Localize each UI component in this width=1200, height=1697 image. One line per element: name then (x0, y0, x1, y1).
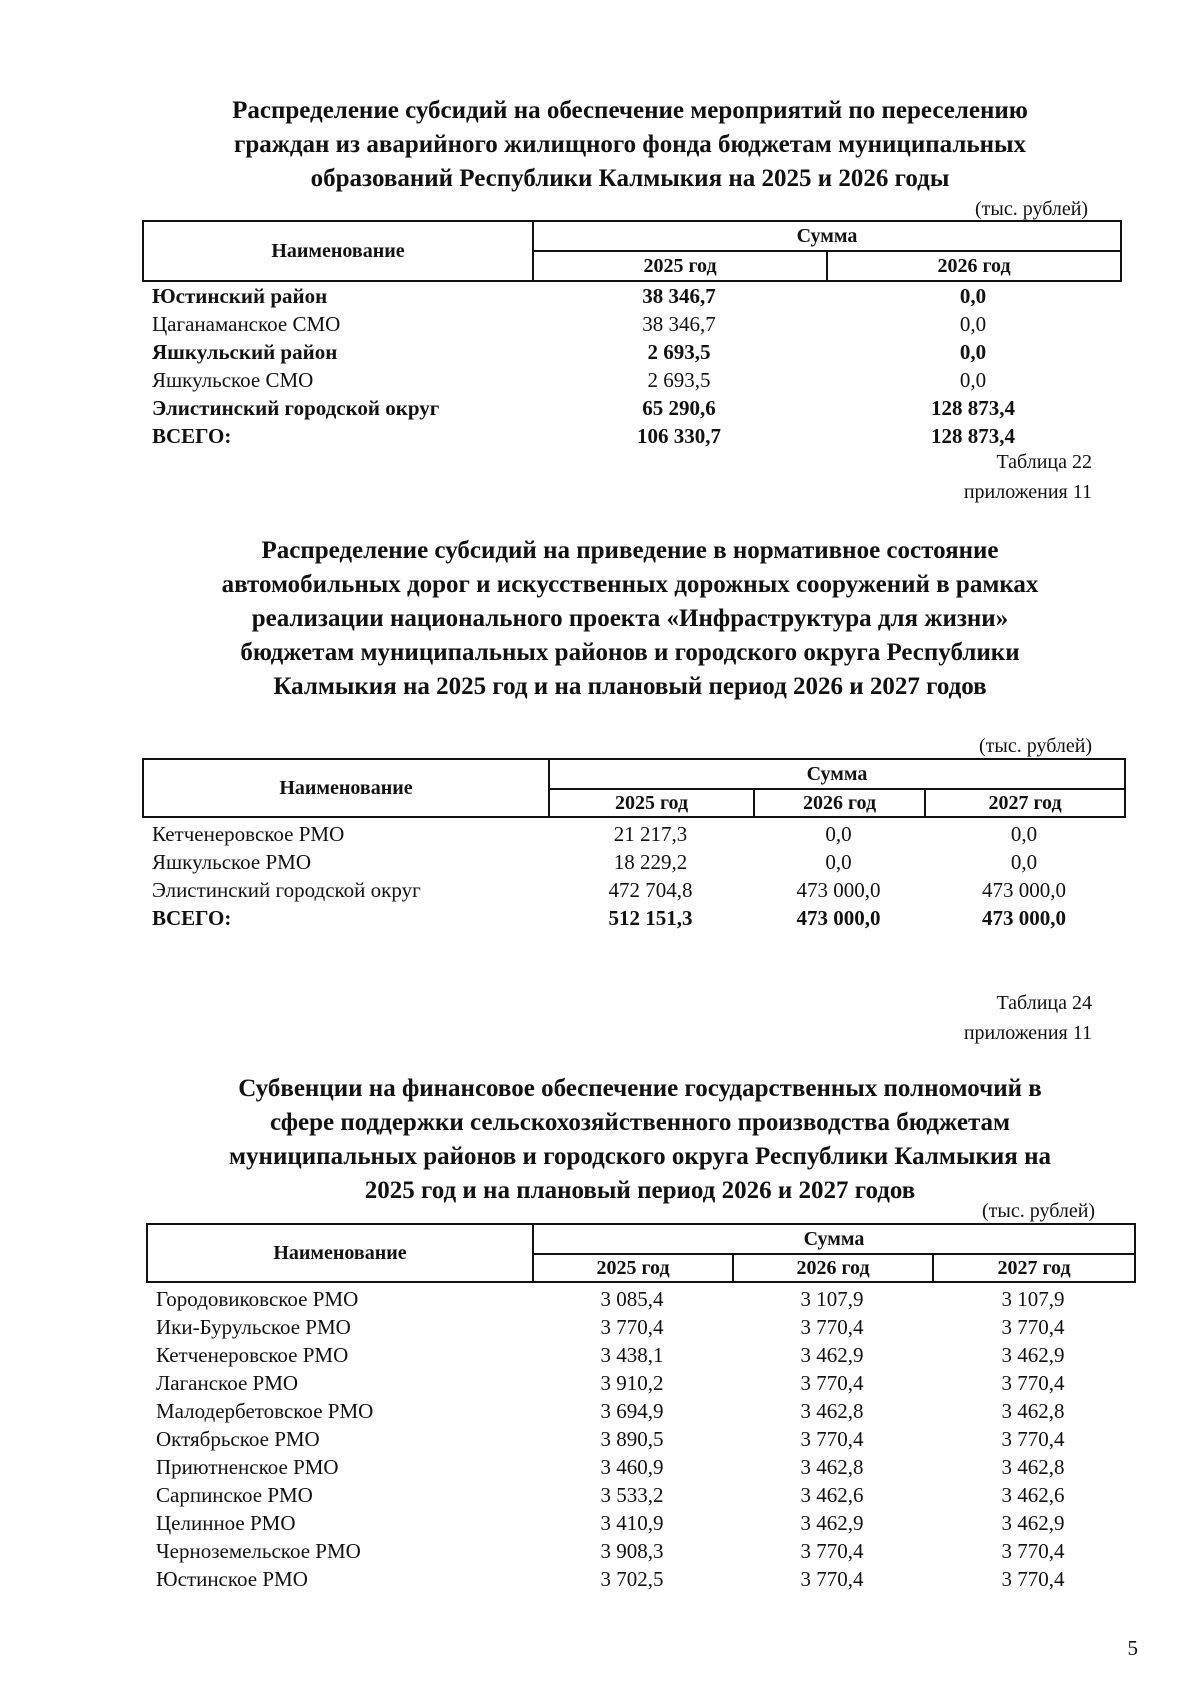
row-name: Яшкульский район (152, 340, 338, 364)
table-number: Таблица 22 (996, 451, 1092, 473)
table1-unit: (тыс. рублей) (975, 198, 1089, 220)
row-name: Яшкульское РМО (152, 850, 312, 874)
table-row (152, 310, 1120, 338)
header-year: 2026 год (754, 789, 925, 817)
table2-title-line: бюджетам муниципальных районов и городского округа Республики (240, 639, 1020, 666)
row-value: 3 770,4 (800, 1371, 864, 1395)
table3-reference (964, 988, 1092, 1048)
table2-title-line: Калмыкия на 2025 год и на плановый период 2026 и 2027 годов (273, 673, 987, 700)
row-name: Малодербетовское РМО (156, 1399, 374, 1423)
row-name: Цаганаманское СМО (152, 312, 341, 336)
table2-unit: (тыс. рублей) (979, 735, 1093, 757)
row-value: 3 770,4 (1001, 1427, 1065, 1451)
row-value: 3 770,4 (600, 1315, 664, 1339)
appendix-number: приложения 11 (963, 481, 1092, 503)
table-row (156, 1341, 1134, 1369)
row-name: Октябрьское РМО (156, 1427, 320, 1451)
header-name: Наименование (143, 759, 549, 817)
row-value: 473 000,0 (796, 906, 881, 930)
table-row (152, 876, 1124, 904)
table3-title-line: Субвенции на финансовое обеспечение государственных полномочий в (238, 1075, 1042, 1102)
row-value: 0,0 (825, 822, 852, 846)
row-value: 3 770,4 (1001, 1315, 1065, 1339)
row-value: 3 770,4 (800, 1427, 864, 1451)
row-value: 2 693,5 (647, 368, 711, 392)
row-value: 3 533,2 (600, 1483, 664, 1507)
row-value: 3 107,9 (1001, 1287, 1065, 1311)
table1-header (142, 220, 1122, 282)
header-name: Наименование (143, 221, 533, 281)
table-row (152, 904, 1124, 932)
table-row (156, 1313, 1134, 1341)
table1-title (140, 94, 1120, 196)
row-name: Городовиковское РМО (156, 1287, 359, 1311)
table3-title-line: сфере поддержки сельскохозяйственного производства бюджетам (269, 1109, 1011, 1136)
table2-title-line: Распределение субсидий на приведение в нормативное состояние (261, 537, 999, 564)
header-year: 2026 год (827, 251, 1121, 281)
table-row (152, 366, 1120, 394)
row-value: 3 085,4 (600, 1287, 664, 1311)
row-value: 0,0 (959, 284, 987, 308)
table-row (156, 1537, 1134, 1565)
table3-body (156, 1285, 1134, 1593)
header-year: 2027 год (933, 1254, 1135, 1282)
row-value: 38 346,7 (642, 312, 716, 336)
row-value: 3 770,4 (1001, 1371, 1065, 1395)
table3-title-line: муниципальных районов и городского округа Республики Калмыкия на (229, 1143, 1051, 1170)
table-row (156, 1369, 1134, 1397)
row-value: 3 462,9 (1001, 1511, 1065, 1535)
table3-unit: (тыс. рублей) (982, 1200, 1096, 1222)
row-name: Юстинский район (152, 284, 328, 308)
row-value: 3 702,5 (600, 1567, 664, 1591)
table-row (152, 394, 1120, 422)
table-row (156, 1285, 1134, 1313)
row-value: 3 694,9 (600, 1399, 664, 1423)
table-number: Таблица 24 (996, 992, 1092, 1014)
row-value: 3 462,6 (800, 1483, 864, 1507)
row-name: Кетченеровское РМО (156, 1343, 349, 1367)
row-name: Элистинский городской округ (152, 396, 440, 420)
row-value: 2 693,5 (647, 340, 711, 364)
row-value: 21 217,3 (613, 822, 688, 846)
table3-header (146, 1223, 1136, 1283)
table3-title-line: 2025 год и на плановый период 2026 и 2027 годов (364, 1177, 916, 1204)
page-number: 5 (1127, 1636, 1138, 1660)
table1-body (152, 282, 1120, 450)
row-value: 106 330,7 (637, 424, 721, 448)
row-value: 18 229,2 (613, 850, 688, 874)
header-year: 2027 год (925, 789, 1125, 817)
row-value: 65 290,6 (642, 396, 716, 420)
table-row (152, 820, 1124, 848)
table-row (152, 422, 1120, 450)
row-value: 128 873,4 (931, 396, 1015, 420)
table2-title-line: реализации национального проекта «Инфраструктура для жизни» (251, 605, 1009, 632)
row-value: 3 460,9 (600, 1455, 664, 1479)
appendix-number: приложения 11 (963, 1022, 1092, 1044)
row-name: ВСЕГО: (152, 424, 232, 448)
row-value: 3 462,8 (1001, 1399, 1065, 1423)
header-sum: Сумма (533, 1224, 1135, 1254)
row-name: Приютненское РМО (156, 1455, 339, 1479)
table1-title-line: образований Республики Калмыкия на 2025 и 2026 годы (310, 165, 950, 192)
row-name: Целинное РМО (156, 1511, 296, 1535)
table-row (156, 1397, 1134, 1425)
row-value: 0,0 (825, 850, 852, 874)
header-year: 2025 год (549, 789, 754, 817)
table2-body (152, 820, 1124, 932)
row-value: 472 704,8 (608, 878, 693, 902)
table-row (152, 338, 1120, 366)
row-value: 3 770,4 (800, 1315, 864, 1339)
header-sum: Сумма (533, 221, 1121, 251)
row-value: 128 873,4 (931, 424, 1015, 448)
row-value: 512 151,3 (608, 906, 693, 930)
header-name: Наименование (147, 1224, 533, 1282)
row-value: 38 346,7 (642, 284, 716, 308)
row-value: 3 770,4 (800, 1567, 864, 1591)
table-row (156, 1509, 1134, 1537)
table-row (156, 1453, 1134, 1481)
row-value: 3 908,3 (600, 1539, 664, 1563)
row-name: Элистинский городской округ (152, 878, 421, 902)
table3-title (150, 1072, 1130, 1208)
row-value: 3 462,8 (1001, 1455, 1065, 1479)
row-value: 0,0 (1010, 850, 1038, 874)
row-value: 3 770,4 (800, 1539, 864, 1563)
table-row (156, 1425, 1134, 1453)
header-year: 2025 год (533, 251, 827, 281)
row-value: 3 462,6 (1001, 1483, 1065, 1507)
row-value: 3 770,4 (1001, 1567, 1065, 1591)
row-name: Лаганское РМО (156, 1371, 299, 1395)
row-value: 3 910,2 (600, 1371, 664, 1395)
row-value: 3 770,4 (1001, 1539, 1065, 1563)
row-value: 0,0 (959, 312, 987, 336)
row-value: 3 107,9 (800, 1287, 864, 1311)
row-name: ВСЕГО: (152, 906, 232, 930)
row-value: 0,0 (1010, 822, 1038, 846)
header-sum: Сумма (549, 759, 1125, 789)
row-value: 473 000,0 (982, 906, 1066, 930)
row-name: Черноземельское РМО (156, 1539, 361, 1563)
header-year: 2025 год (533, 1254, 733, 1282)
table-row (156, 1565, 1134, 1593)
row-value: 3 462,8 (800, 1399, 864, 1423)
table-row (152, 848, 1124, 876)
row-value: 3 462,9 (800, 1343, 864, 1367)
table2-title (140, 534, 1120, 704)
row-value: 473 000,0 (982, 878, 1066, 902)
row-value: 3 438,1 (600, 1343, 664, 1367)
row-value: 473 000,0 (796, 878, 881, 902)
header-year: 2026 год (733, 1254, 933, 1282)
table1-title-line: Распределение субсидий на обеспечение мероприятий по переселению (232, 97, 1028, 124)
row-value: 3 890,5 (600, 1427, 664, 1451)
row-name: Сарпинское РМО (156, 1483, 313, 1507)
row-value: 3 462,8 (800, 1455, 864, 1479)
row-value: 3 462,9 (1001, 1343, 1065, 1367)
table2-header (142, 758, 1126, 818)
row-value: 3 462,9 (800, 1511, 864, 1535)
row-value: 3 410,9 (600, 1511, 664, 1535)
row-value: 0,0 (959, 368, 987, 392)
table-row (152, 282, 1120, 310)
row-name: Ики-Бурульское РМО (156, 1315, 351, 1339)
table2-title-line: автомобильных дорог и искусственных дорожных сооружений в рамках (221, 571, 1039, 598)
table-row (156, 1481, 1134, 1509)
row-name: Яшкульское СМО (152, 368, 314, 392)
row-name: Юстинское РМО (156, 1567, 308, 1591)
table2-reference (964, 447, 1092, 507)
table1-title-line: граждан из аварийного жилищного фонда бюджетам муниципальных (233, 131, 1027, 158)
row-name: Кетченеровское РМО (152, 822, 345, 846)
row-value: 0,0 (959, 340, 987, 364)
